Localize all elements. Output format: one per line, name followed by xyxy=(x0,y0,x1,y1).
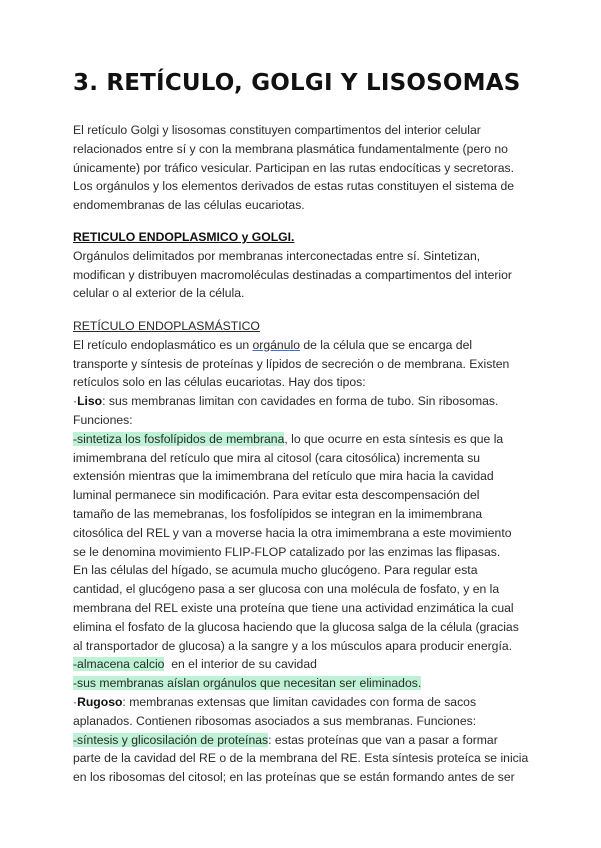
highlight-line: -almacena calcio en el interior de su cavidad xyxy=(73,657,317,672)
text-line: En las células del hígado, se acumula mucho glucógeno. Para regular esta xyxy=(73,563,478,578)
text-line: El retículo endoplasmático es un orgánulo de la célula que se encarga del xyxy=(73,337,473,352)
text-line: luminal permanece sin modificación. Para evitar esta descompensación del xyxy=(73,488,480,503)
text-line: únicamente) por tráfico vesicular. Participan en las rutas endocíticas y secretoras. xyxy=(73,160,514,175)
highlight-line: -síntesis y glicosilación de proteínas: estas proteínas que van a pasar a formar xyxy=(73,732,498,747)
text-line: elimina el fosfato de la glucosa haciendo que la glucosa salga de la célula (gracias xyxy=(73,619,519,634)
text-line: Funciones: xyxy=(73,412,133,427)
text-line: se le denomina movimiento FLIP-FLOP catalizado por las enzimas las flipasas. xyxy=(73,544,501,559)
organulo-link[interactable]: orgánulo xyxy=(252,337,300,352)
text-line: endomembranas de las células eucariotas. xyxy=(73,198,305,213)
highlight-line xyxy=(73,674,533,693)
text-line: aplanados. Contienen ribosomas asociados a sus membranas. Funciones: xyxy=(73,713,477,728)
text-line: Los orgánulos y los elementos derivados de estas rutas constituyen el sistema de xyxy=(73,179,515,194)
text-line: cantidad, el glucógeno pasa a ser glucosa con una molécula de fosfato, y en la xyxy=(73,582,500,597)
text-line: relacionados entre sí y con la membrana plasmática fundamentalmente (pero no xyxy=(73,141,508,156)
text-line: membrana del REL existe una proteína que tiene una actividad enzimática la cual xyxy=(73,600,514,615)
text-line: transporte y síntesis de proteínas y lípidos de secreción o de membrana. Existen xyxy=(73,356,510,371)
text-line: celular o al exterior de la célula. xyxy=(73,286,245,301)
text-line: modifican y distribuyen macromoléculas destinadas a compartimentos del interior xyxy=(73,267,512,282)
highlight: -síntesis y glicosilación de proteínas xyxy=(73,732,269,747)
highlight-line: -sintetiza los fosfolípidos de membrana, lo que ocurre en esta síntesis es que la xyxy=(73,431,504,446)
highlight: -almacena calcio xyxy=(73,657,165,672)
section-heading: RETÍCULO ENDOPLASMÁSTICO xyxy=(73,319,260,333)
text-line: al transportador de glucosa) a la sangre y a los músculos apara producir energía. xyxy=(73,638,512,653)
intro-paragraph xyxy=(73,121,533,215)
text-line: citosólica del REL y van a moverse hacia la otra imimembrana a este movimiento xyxy=(73,525,512,540)
liso-line: ·Liso: sus membranas limitan con cavidades en forma de tubo. Sin ribosomas. xyxy=(73,394,499,409)
text-line: retículos solo en las células eucariotas. Hay dos tipos: xyxy=(73,375,366,390)
section-reticulo-endoplasmatico xyxy=(73,317,533,787)
section-reticulo-golgi xyxy=(73,228,533,303)
highlight: -sus membranas aíslan orgánulos que necesitan ser eliminados. xyxy=(73,676,422,691)
text-line: Orgánulos delimitados por membranas interconectadas entre sí. Sintetizan, xyxy=(73,248,481,263)
text-line: El retículo Golgi y lisosomas constituyen compartimentos del interior celular xyxy=(73,123,481,137)
text-line: en los ribosomas del citosol; en las proteínas que se están formando antes de ser xyxy=(73,770,515,785)
text-line: tamaño de las memebranas, los fosfolípidos se integran en la imimembrana xyxy=(73,506,483,521)
rugoso-line: ·Rugoso: membranas extensas que limitan cavidades con forma de sacos xyxy=(73,694,477,709)
text-line: extensión mientras que la imimembrana del retículo que mira hacia la cavidad xyxy=(73,469,494,484)
section-heading: RETICULO ENDOPLASMICO y GOLGI. xyxy=(73,230,295,244)
text-line: parte de la cavidad del RE o de la membrana del RE. Esta síntesis proteíca se inicia xyxy=(73,751,529,766)
page-title: 3. RETÍCULO, GOLGI Y LISOSOMAS xyxy=(73,70,521,96)
text-line: imimembrana del retículo que mira al citosol (cara citosólica) incrementa su xyxy=(73,450,481,465)
highlight: -sintetiza los fosfolípidos de membrana xyxy=(73,431,285,446)
